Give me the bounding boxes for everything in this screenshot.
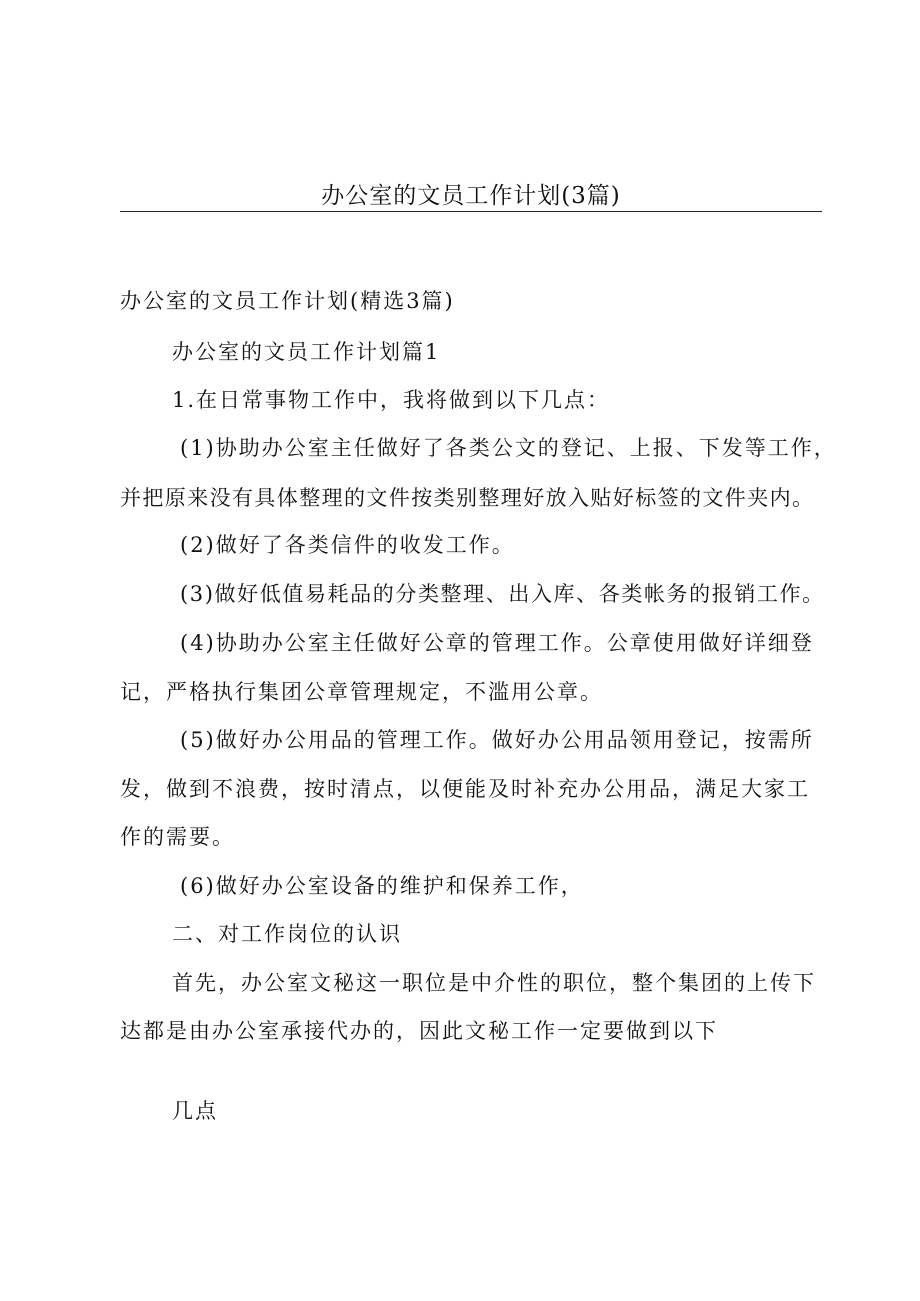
tail-text: 几点 (172, 1099, 218, 1123)
item-2: (2)做好了各类信件的收发工作。 (180, 533, 515, 557)
document-subtitle: 办公室的文员工作计划(精选3篇) (120, 289, 455, 313)
heading-2: 二、对工作岗位的认识 (172, 922, 402, 946)
point-intro: 1.在日常事物工作中，我将做到以下几点： (172, 388, 611, 412)
item-4-line-2: 记，严格执行集团公章管理规定，不滥用公章。 (120, 680, 603, 704)
document-title: 办公室的文员工作计划(3篇) (321, 183, 621, 209)
item-6: (6)做好办公室设备的维护和保养工作， (180, 874, 584, 898)
item-5-line-3: 作的需要。 (120, 825, 235, 849)
item-4-line-1: (4)协助办公室主任做好公章的管理工作。公章使用做好详细登 (180, 631, 814, 655)
item-1-line-1: (1)协助办公室主任做好了各类公文的登记、上报、下发等工作， (180, 436, 837, 460)
paragraph-line-1: 首先，办公室文秘这一职位是中介性的职位，整个集团的上传下 (172, 971, 816, 995)
item-1-line-2: 并把原来没有具体整理的文件按类别整理好放入贴好标签的文件夹内。 (120, 486, 815, 510)
item-3: (3)做好低值易耗品的分类整理、出入库、各类帐务的报销工作。 (180, 582, 825, 606)
item-5-line-2: 发，做到不浪费，按时清点，以便能及时补充办公用品，满足大家工 (120, 777, 810, 801)
item-5-line-1: (5)做好办公用品的管理工作。做好办公用品领用登记，按需所 (180, 728, 814, 752)
title-underline (120, 211, 822, 212)
section-heading: 办公室的文员工作计划篇1 (172, 340, 441, 364)
paragraph-line-2: 达都是由办公室承接代办的，因此文秘工作一定要做到以下 (120, 1019, 718, 1043)
